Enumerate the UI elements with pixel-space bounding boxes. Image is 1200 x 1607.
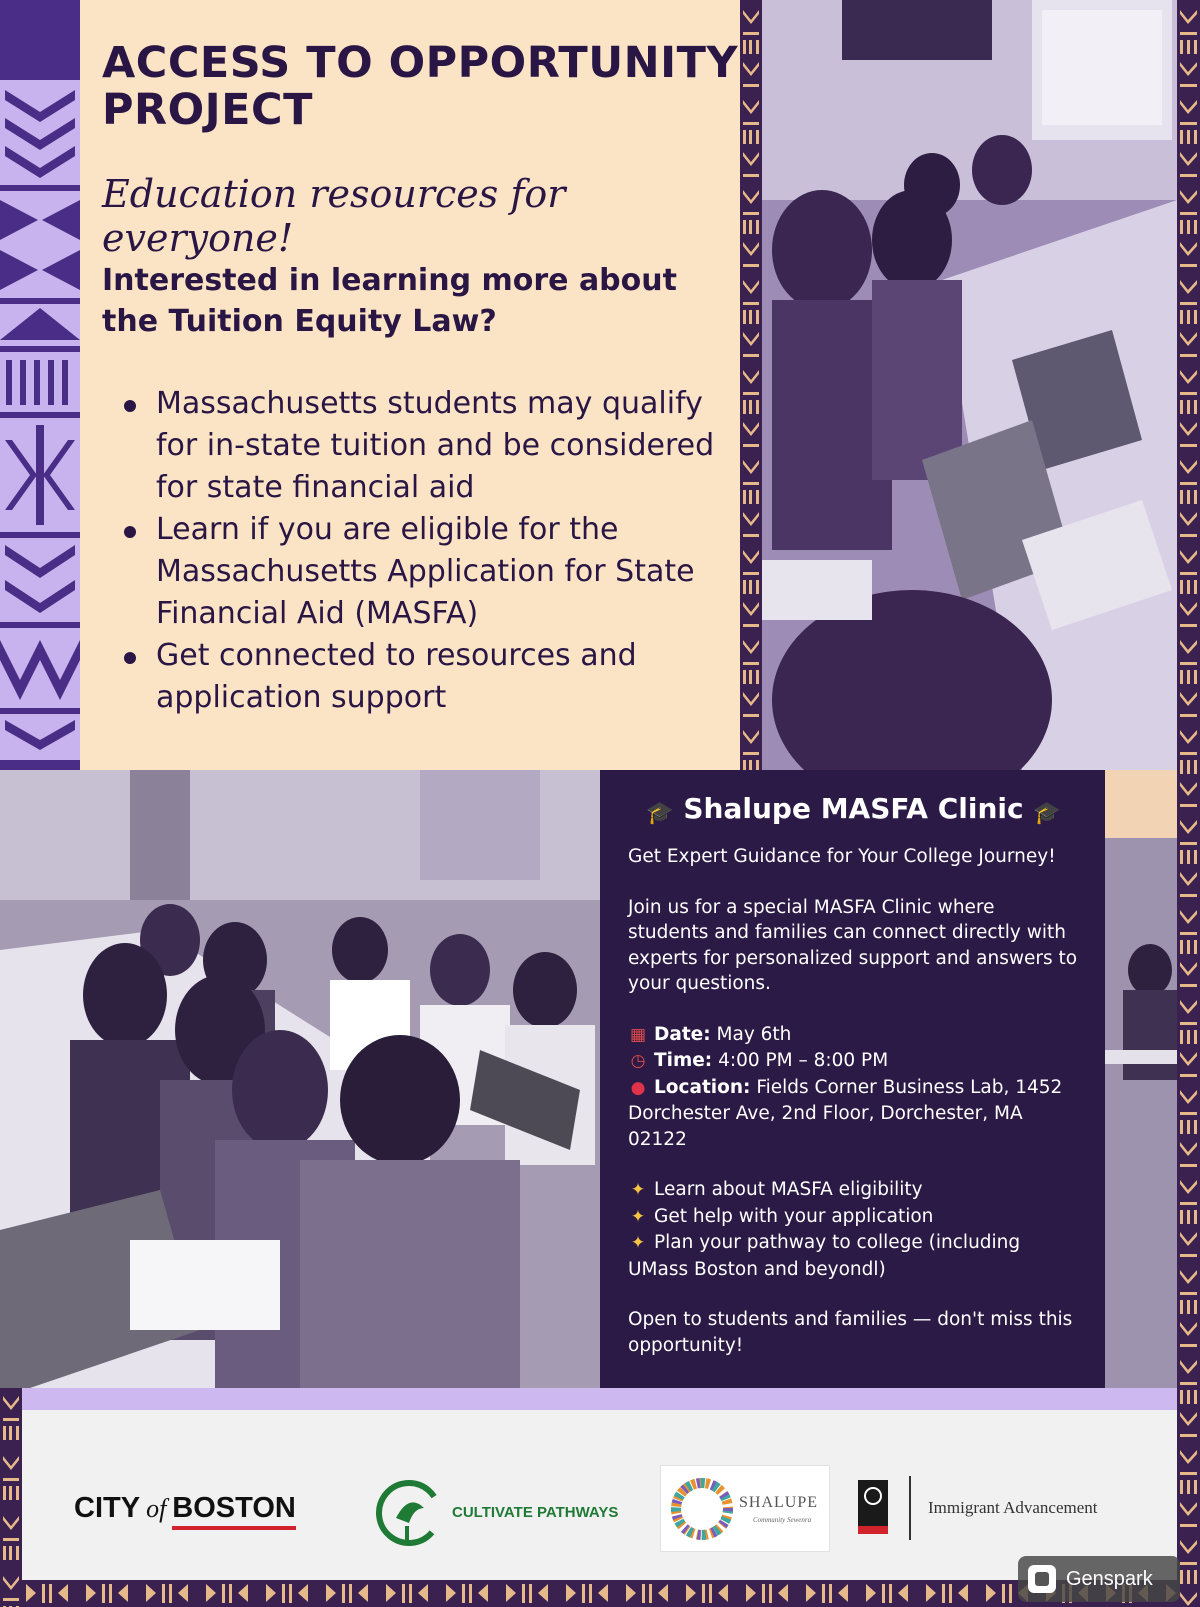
date-value: May 6th [716, 1023, 792, 1045]
time-value: 4:00 PM – 8:00 PM [718, 1050, 889, 1071]
bullet-text: Massachusetts students may qualify for in-state tuition and be considered for state financial aid [156, 386, 715, 505]
clinic-time [628, 1048, 1079, 1075]
genspark-icon [1028, 1565, 1056, 1593]
highlight-item [628, 1177, 1079, 1204]
highlight-text: Get help with your application [654, 1205, 934, 1227]
clock-icon: ◷ [630, 1051, 646, 1071]
clinic-closing: Open to students and families — don't miss this opportunity! [628, 1309, 1073, 1356]
clinic-date [628, 1022, 1079, 1049]
left-pattern-strip [0, 0, 80, 770]
immigrant-advancement-text: Immigrant Advancement [928, 1498, 1098, 1517]
sparkles-icon: ✦ [630, 1233, 646, 1253]
graduation-cap-icon: 🎓 [1033, 801, 1061, 826]
right-pattern-border [1177, 0, 1200, 1607]
boston-word: BOSTON [172, 1492, 296, 1530]
border-pattern [740, 0, 762, 770]
bullet-text: Learn if you are eligible for the Massachusetts Application for State Financial Aid (MASFA) [156, 512, 695, 631]
tuition-question: Interested in learning more about the Tuition Equity Law? [102, 263, 677, 340]
spacer [628, 1152, 1079, 1177]
bullet-text: Get connected to resources and application support [156, 638, 637, 715]
highlight-text: Learn about MASFA eligibility [654, 1179, 923, 1200]
border-pattern [22, 1580, 1177, 1607]
time-label: Time: [654, 1050, 713, 1071]
immigrant-advancement-icon [858, 1480, 888, 1534]
sparkles-icon: ✦ [630, 1180, 646, 1200]
cultivate-pathways-icon [374, 1478, 444, 1548]
cultivate-pathways-text: CULTIVATE PATHWAYS [452, 1504, 619, 1521]
genspark-watermark [1018, 1556, 1180, 1602]
bullet-list [102, 383, 742, 719]
classroom-photo-top [762, 0, 1177, 770]
vertical-pattern-border [740, 0, 762, 770]
shalupe-ring-icon [667, 1474, 737, 1544]
border-pattern [1177, 0, 1200, 1607]
bottom-pattern-border [22, 1580, 1177, 1607]
tribal-pattern [0, 0, 80, 770]
border-pattern [0, 1388, 22, 1607]
bullet-item [102, 635, 742, 719]
genspark-label: Genspark [1066, 1567, 1153, 1590]
shalupe-logo [660, 1465, 830, 1552]
location-label: Location: [654, 1076, 751, 1098]
student-side-image [1105, 770, 1177, 1388]
highlight-item [628, 1230, 1079, 1282]
intro-panel [80, 0, 740, 770]
lavender-divider [0, 1388, 1177, 1410]
spacer [628, 1282, 1079, 1307]
city-of-boston-logo [74, 1492, 296, 1530]
classroom-photo-bottom [0, 770, 600, 1388]
location-pin-icon: ● [630, 1077, 646, 1098]
clinic-intro: Join us for a special MASFA Clinic where students and families can connect directly with experts for personalized support and answers to your questions. [628, 896, 1078, 994]
clinic-info-panel [600, 770, 1105, 1388]
location-value: Fields Corner Business Lab, 1452 Dorchester Ave, 2nd Floor, Dorchester, MA 02122 [628, 1076, 1063, 1150]
bullet-item [102, 383, 742, 509]
date-label: Date: [654, 1023, 711, 1045]
left-lower-border [0, 1388, 22, 1607]
bullet-dot-icon [124, 400, 136, 412]
city-word: CITY [74, 1492, 141, 1524]
highlight-text: Plan your pathway to college (including UMass Boston and beyondl) [628, 1232, 1021, 1280]
partner-logos [22, 1410, 1177, 1580]
bullet-dot-icon [124, 652, 136, 664]
students-laptops-image [762, 0, 1177, 770]
calendar-icon: ▦ [629, 1024, 647, 1045]
shalupe-subtitle: Community Sewenra [753, 1516, 812, 1524]
shalupe-name: SHALUPE [739, 1494, 819, 1511]
clinic-location [628, 1075, 1079, 1153]
bullet-item [102, 509, 742, 635]
students-table-image [0, 770, 600, 1388]
side-photo-sliver [1105, 770, 1177, 1388]
highlight-item [628, 1204, 1079, 1231]
sparkles-icon: ✦ [630, 1206, 646, 1227]
clinic-tagline: Get Expert Guidance for Your College Journey! [628, 846, 1056, 867]
graduation-cap-icon: 🎓 [646, 801, 674, 826]
bullet-dot-icon [124, 526, 136, 538]
page-title: ACCESS TO OPPORTUNITY PROJECT [102, 38, 739, 136]
clinic-title [628, 792, 1079, 826]
page-subtitle: Education resources for everyone! [102, 172, 566, 260]
beige-block [1105, 770, 1177, 838]
logo-divider [909, 1476, 911, 1540]
of-word: of [146, 1494, 167, 1523]
clinic-title-text: Shalupe MASFA Clinic [683, 792, 1024, 825]
